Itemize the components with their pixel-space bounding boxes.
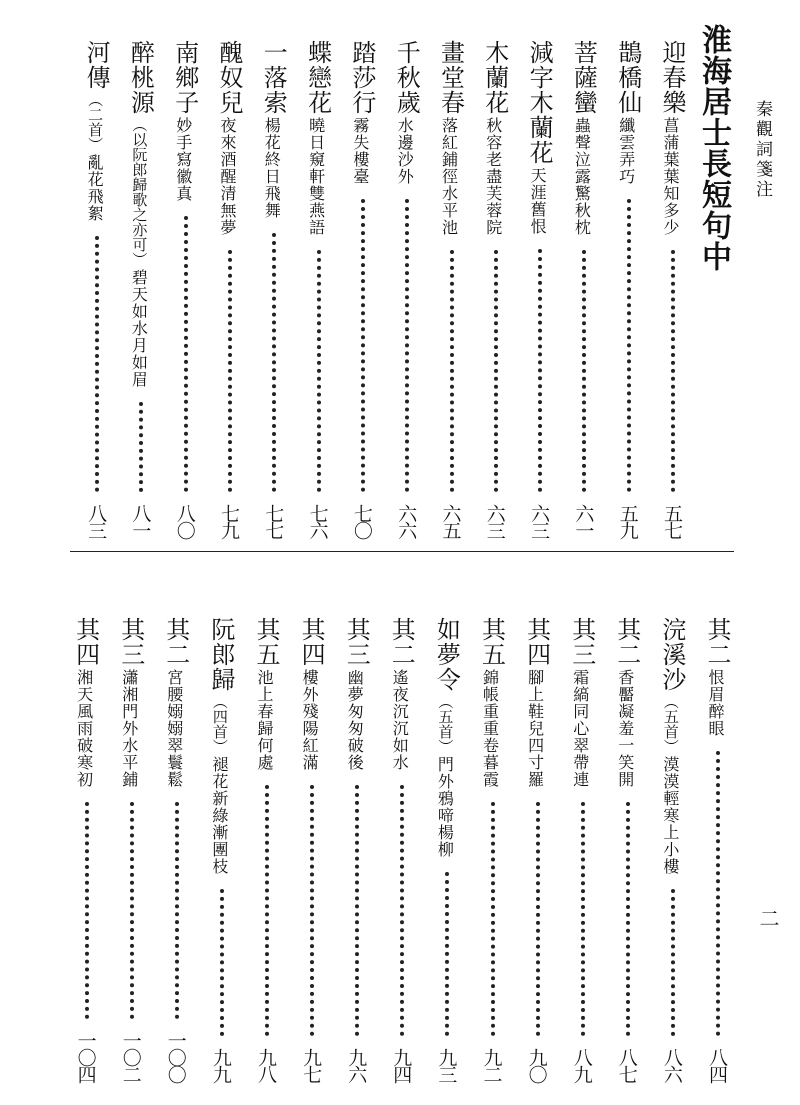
entry-first-line: 夜來酒醒清無夢 bbox=[218, 117, 237, 236]
entry-page-number: 九二 bbox=[480, 1048, 503, 1082]
entry-page-number: 一〇〇 bbox=[164, 1031, 187, 1082]
entry-note: （二首） bbox=[86, 92, 105, 152]
dot-leader bbox=[130, 802, 134, 1019]
dot-leader bbox=[317, 250, 321, 492]
entry-first-line: 漠漠輕寒上小樓 bbox=[660, 756, 680, 875]
entry-title: 其二 bbox=[387, 617, 416, 667]
entry-first-line: 碧天如水月如眉 bbox=[129, 269, 149, 388]
entry-first-line: 腳上鞋兒四寸羅 bbox=[525, 669, 545, 788]
entry-page-number: 七六 bbox=[306, 504, 329, 538]
entry-title: 其四 bbox=[71, 617, 100, 667]
entry-first-line: 楊花終日飛舞 bbox=[262, 117, 282, 219]
entry-note: （四首） bbox=[210, 694, 229, 754]
entry-title: 醉桃源 bbox=[126, 40, 155, 115]
dot-leader bbox=[538, 249, 542, 492]
dot-leader bbox=[361, 199, 365, 492]
entry-page-number: 六五 bbox=[439, 504, 462, 538]
entry-title: 其二 bbox=[612, 617, 641, 667]
entry-first-line: 妙手寫徽真 bbox=[173, 117, 193, 202]
entry-first-line: 湘天風雨破寒初 bbox=[74, 669, 94, 788]
entry-title: 其二 bbox=[703, 617, 731, 667]
entry-first-line: 菖蒲葉葉知多少 bbox=[661, 117, 680, 236]
entry-page-number: 九四 bbox=[390, 1048, 413, 1082]
entry-first-line: 錦帳重重卷暮霞 bbox=[480, 669, 500, 788]
dot-leader bbox=[450, 250, 454, 492]
entry-title: 阮郎歸 bbox=[206, 617, 235, 692]
dot-leader bbox=[265, 785, 269, 1036]
entry-first-line: 幽夢匆匆破後 bbox=[345, 669, 365, 771]
entry-title: 千秋歲 bbox=[392, 40, 421, 115]
entry-page-number: 九七 bbox=[300, 1048, 323, 1082]
dot-leader bbox=[355, 785, 359, 1036]
entry-title: 南鄉子 bbox=[170, 40, 199, 115]
entry-page-number: 一〇二 bbox=[119, 1031, 142, 1082]
entry-title: 木蘭花 bbox=[480, 40, 509, 115]
dot-leader bbox=[184, 216, 188, 492]
dot-leader bbox=[400, 785, 404, 1036]
entry-title: 河傳 bbox=[82, 40, 111, 90]
dot-leader bbox=[220, 889, 224, 1036]
entry-first-line: 香靨凝羞一笑開 bbox=[615, 669, 635, 788]
entry-first-line: 恨眉醉眼 bbox=[706, 669, 725, 737]
entry-page-number: 五七 bbox=[661, 504, 683, 538]
entry-page-number: 六六 bbox=[395, 504, 418, 538]
dot-leader bbox=[85, 802, 89, 1019]
dot-leader bbox=[175, 802, 179, 1019]
entry-title: 其二 bbox=[161, 617, 190, 667]
entry-title: 畫堂春 bbox=[436, 40, 465, 115]
entry-title: 浣溪沙 bbox=[657, 617, 686, 692]
dot-leader bbox=[494, 250, 498, 492]
entry-first-line: 霧失樓臺 bbox=[350, 117, 370, 185]
dot-leader bbox=[405, 199, 409, 492]
entry-first-line: 蟲聲泣露驚秋枕 bbox=[572, 117, 592, 236]
entry-page-number: 七〇 bbox=[350, 504, 373, 538]
dot-leader bbox=[627, 199, 631, 492]
entry-title: 其三 bbox=[342, 617, 371, 667]
entry-page-number: 九〇 bbox=[525, 1048, 548, 1082]
entry-page-number: 九八 bbox=[255, 1048, 277, 1082]
entry-title: 蝶戀花 bbox=[303, 40, 332, 115]
entry-page-number: 八九 bbox=[570, 1048, 593, 1082]
entry-page-number: 八四 bbox=[706, 1048, 728, 1082]
entry-note: （以阮郎歸歌之亦可） bbox=[130, 117, 149, 267]
entry-page-number: 九九 bbox=[209, 1048, 232, 1082]
dot-leader bbox=[716, 751, 720, 1036]
entry-first-line: 宮腰嫋嫋翠鬟鬆 bbox=[164, 669, 184, 788]
entry-first-line: 水邊沙外 bbox=[395, 117, 415, 185]
dot-leader bbox=[536, 802, 540, 1036]
entry-title: 一落索 bbox=[259, 40, 288, 115]
dot-leader bbox=[139, 402, 143, 492]
entry-page-number: 八六 bbox=[660, 1048, 683, 1082]
entry-page-number: 九六 bbox=[345, 1048, 368, 1082]
entry-page-number: 六一 bbox=[572, 504, 595, 538]
entry-first-line: 亂花飛絮 bbox=[85, 154, 105, 222]
entry-first-line: 纖雲弄巧 bbox=[616, 117, 636, 185]
dot-leader bbox=[581, 802, 585, 1036]
entry-title: 鵲橋仙 bbox=[613, 40, 642, 115]
entry-title: 其三 bbox=[116, 617, 145, 667]
dot-leader bbox=[445, 872, 449, 1036]
entry-title: 踏莎行 bbox=[347, 40, 376, 115]
entry-title: 迎春樂 bbox=[658, 40, 686, 115]
entry-first-line: 瀟湘門外水平鋪 bbox=[119, 669, 139, 788]
entry-first-line: 秋容老盡芙蓉院 bbox=[483, 117, 503, 236]
dot-leader bbox=[671, 250, 675, 492]
entry-title: 其三 bbox=[567, 617, 596, 667]
entry-page-number: 八七 bbox=[615, 1048, 638, 1082]
entry-title: 其四 bbox=[522, 617, 551, 667]
entry-first-line: 樓外殘陽紅滿 bbox=[300, 669, 320, 771]
entry-title: 減字木蘭花 bbox=[525, 40, 554, 165]
entry-first-line: 霜縞同心翠帶連 bbox=[570, 669, 590, 788]
entry-title: 菩薩蠻 bbox=[569, 40, 598, 115]
entry-title: 其五 bbox=[252, 617, 280, 667]
entry-page-number: 五九 bbox=[616, 504, 639, 538]
dot-leader bbox=[582, 250, 586, 492]
dot-leader bbox=[272, 233, 276, 492]
dot-leader bbox=[671, 889, 675, 1036]
dot-leader bbox=[95, 236, 99, 492]
entry-page-number: 七九 bbox=[218, 504, 240, 538]
entry-title: 其四 bbox=[297, 617, 326, 667]
entry-first-line: 褪花新綠漸團枝 bbox=[209, 756, 229, 875]
dot-leader bbox=[228, 250, 232, 492]
entry-title: 其五 bbox=[477, 617, 506, 667]
entry-first-line: 遙夜沉沉如水 bbox=[390, 669, 410, 771]
entry-page-number: 六三 bbox=[483, 504, 506, 538]
running-head-book-title: 秦觀詞箋注 bbox=[752, 100, 772, 200]
entry-page-number: 八三 bbox=[85, 504, 108, 538]
entry-first-line: 池上春歸何處 bbox=[255, 669, 274, 771]
section-title: 淮海居士長短句中 bbox=[696, 24, 731, 272]
entry-note: （五首） bbox=[661, 694, 680, 754]
entry-first-line: 曉日窺軒雙燕語 bbox=[306, 117, 326, 236]
entry-page-number: 一〇四 bbox=[74, 1031, 97, 1082]
dot-leader bbox=[491, 802, 495, 1036]
entry-page-number: 六三 bbox=[528, 504, 551, 538]
entry-title: 醜奴兒 bbox=[215, 40, 243, 115]
dot-leader bbox=[626, 802, 630, 1036]
section-divider bbox=[70, 551, 734, 552]
entry-page-number: 八〇 bbox=[173, 504, 196, 538]
entry-first-line: 落紅鋪徑水平池 bbox=[439, 117, 459, 236]
page-number: 二 bbox=[756, 908, 780, 928]
dot-leader bbox=[310, 785, 314, 1036]
entry-first-line: 天涯舊恨 bbox=[528, 167, 548, 235]
entry-page-number: 八一 bbox=[129, 504, 152, 538]
entry-page-number: 九三 bbox=[435, 1048, 458, 1082]
entry-page-number: 七七 bbox=[262, 504, 285, 538]
entry-note: （五首） bbox=[436, 694, 455, 754]
entry-first-line: 門外鴉啼楊柳 bbox=[435, 756, 455, 858]
entry-title: 如夢令 bbox=[432, 617, 461, 692]
